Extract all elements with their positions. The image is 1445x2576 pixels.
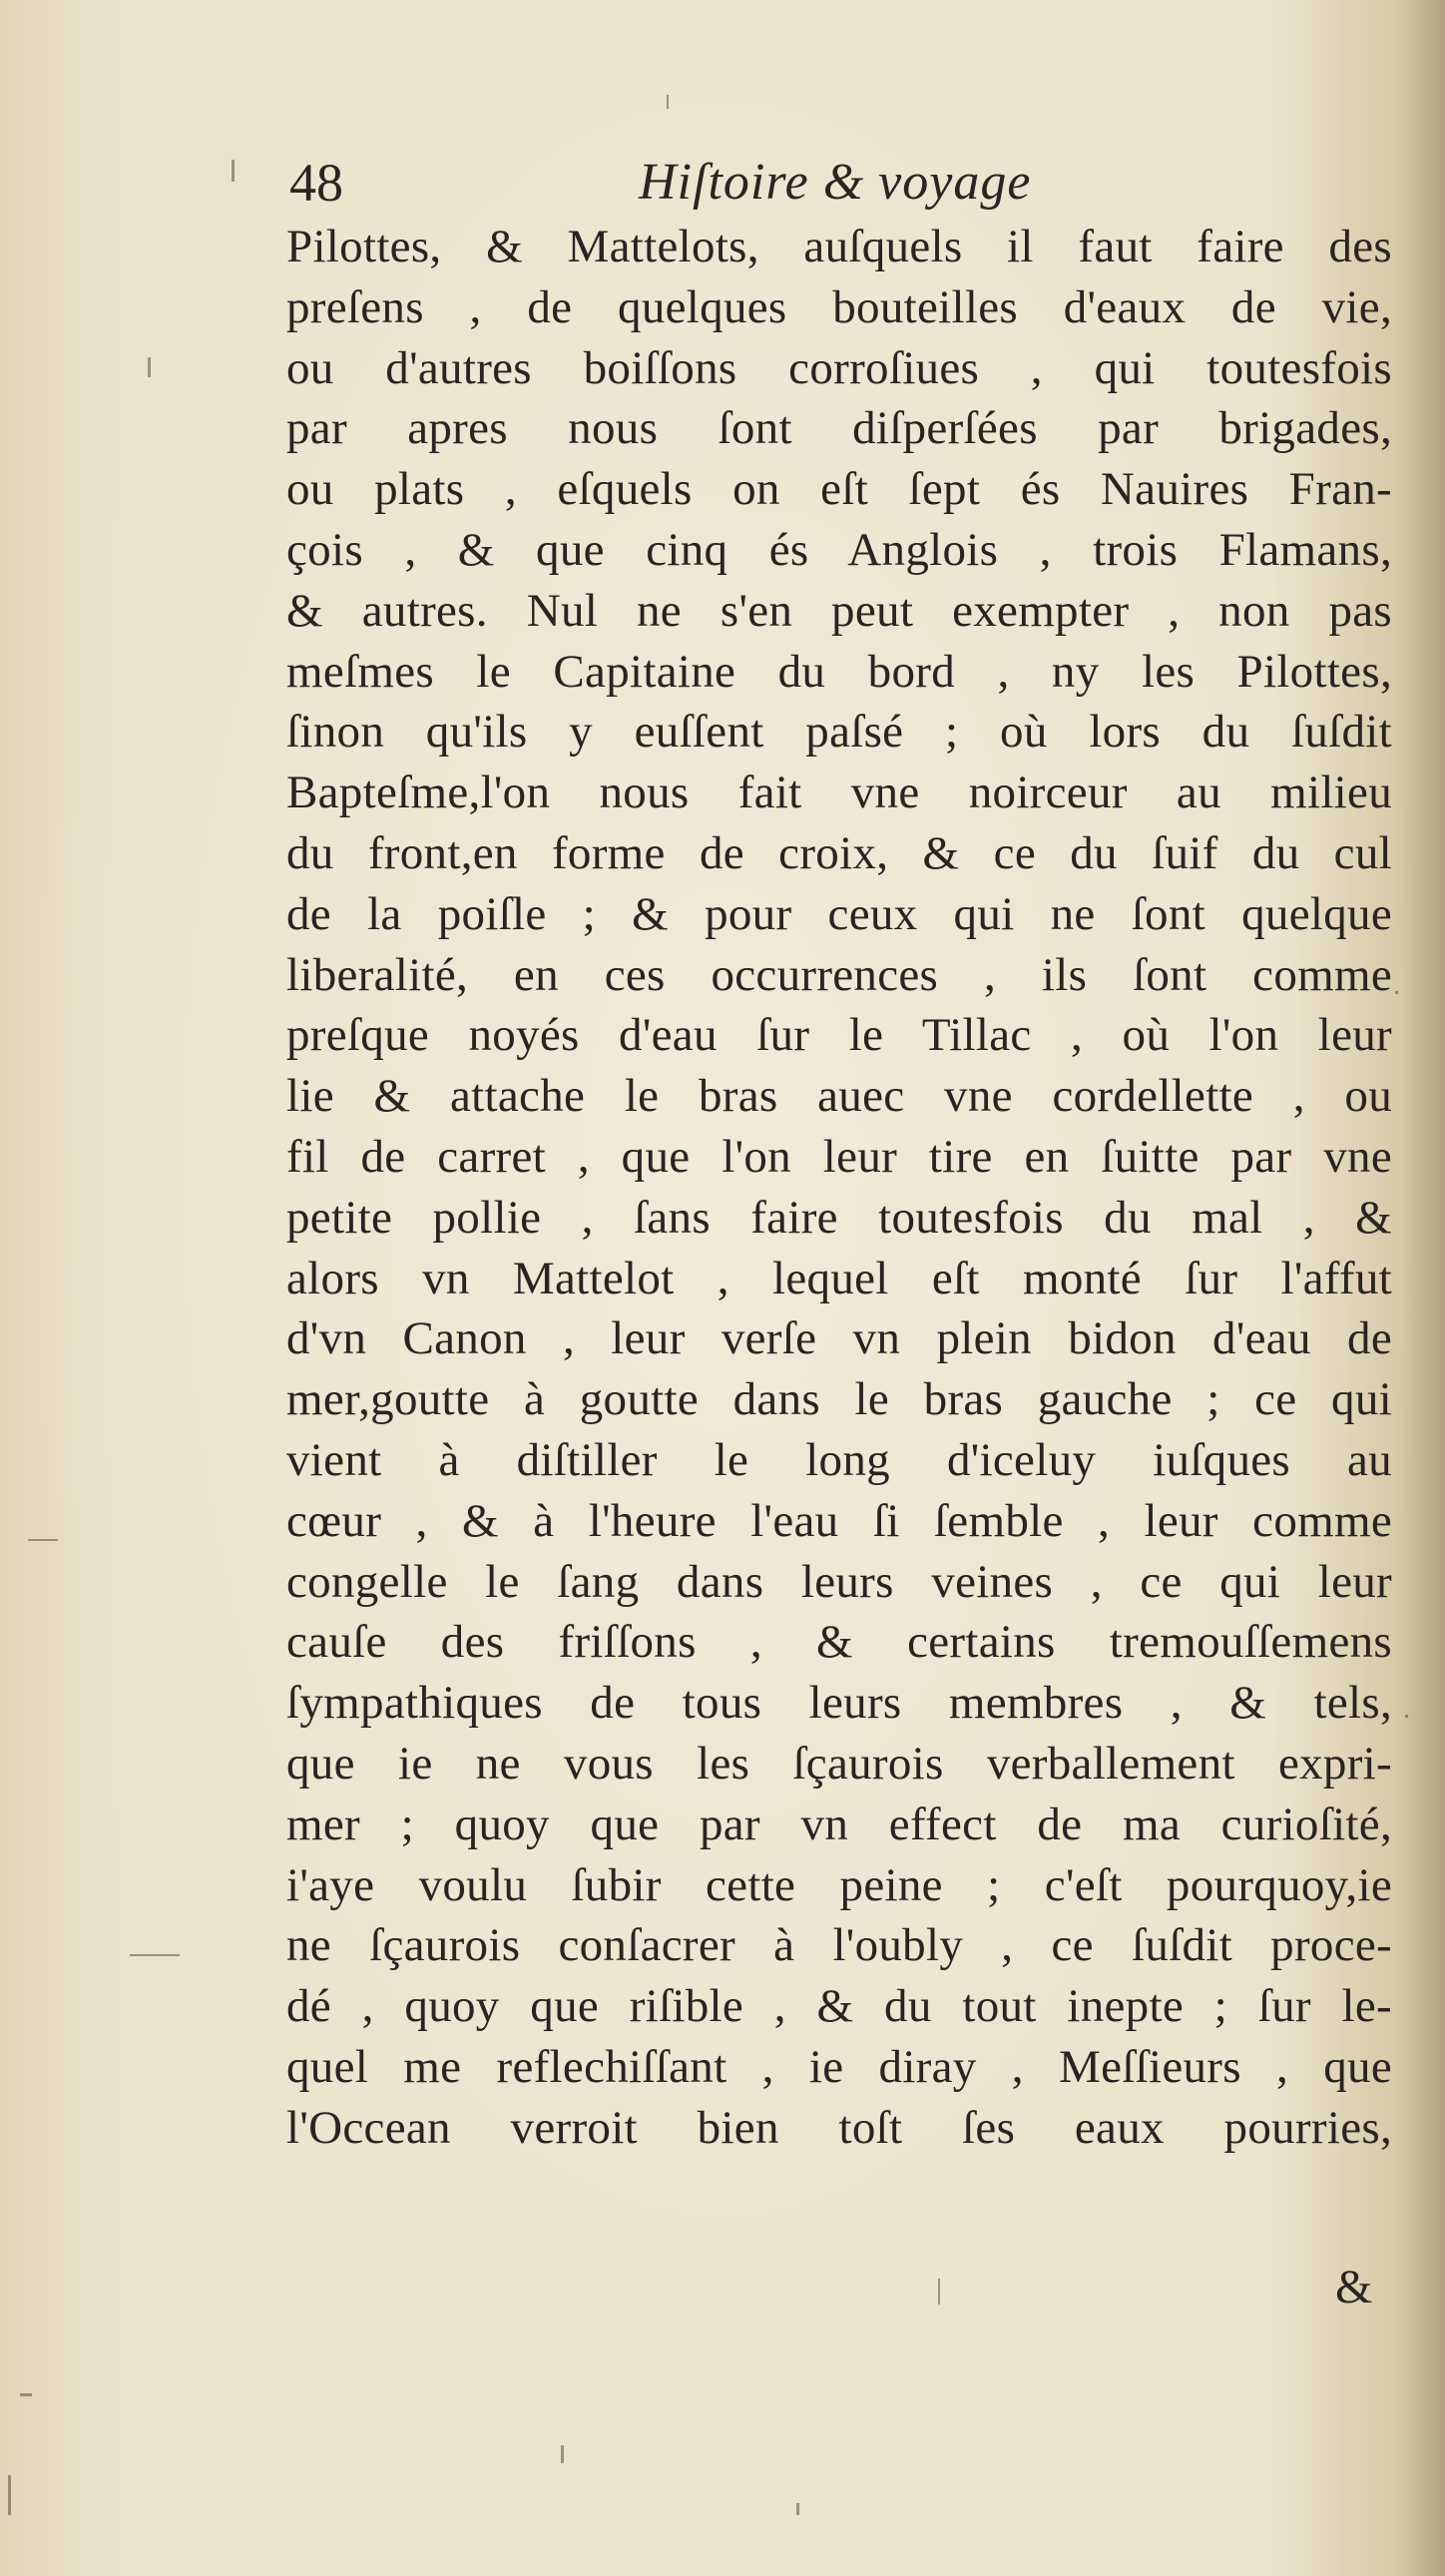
ink-speck [148,357,151,377]
ink-speck [28,1539,58,1541]
ink-speck [20,2393,32,2396]
text-line: vient à diſtiller le long d'iceluy iuſques au [286,1433,1392,1486]
text-line: preſque noyés d'eau ſur le Tillac , où l'on leur [286,1009,1392,1062]
running-title: Hiſtoire & voyage [639,154,1032,211]
text-line: alors vn Mattelot , lequel eſt monté ſur l'affut [286,1252,1392,1304]
text-line: lie & attache le bras auec vne cordellette , ou [286,1070,1392,1123]
body-text [286,217,1392,2159]
text-line: petite pollie , ſans faire toutesfois du mal , & [286,1191,1392,1244]
ink-speck [561,2445,564,2463]
text-line: ou d'autres boiſſons corroſiues , qui toutesfois [286,341,1392,394]
text-line: de la poiſle ; & pour ceux qui ne ſont quelque [286,887,1392,940]
text-line: Bapteſme,l'on nous fait vne noirceur au milieu [286,767,1392,819]
text-line: fil de carret , que l'on leur tire en ſuitte par vne [286,1130,1392,1183]
ink-speck [796,2503,799,2515]
ink-speck [1405,1715,1408,1718]
ink-speck [1395,991,1398,994]
text-line: & autres. Nul ne s'en peut exempter , non pas [286,584,1392,637]
text-line: meſmes le Capitaine du bord , ny les Pilottes, [286,645,1392,698]
text-line: congelle le ſang dans leurs veines , ce qui leur [286,1555,1392,1608]
text-line: Pilottes, & Mattelots, auſquels il faut faire des [286,221,1392,272]
text-line: d'vn Canon , leur verſe vn plein bidon d'eau de [286,1312,1392,1365]
ink-speck [938,2279,940,2305]
page-header [289,148,1088,218]
text-line: ſinon qu'ils y euſſent paſsé ; où lors du ſuſdit [286,706,1392,759]
text-line: du front,en forme de croix, & ce du ſuif du cul [286,826,1392,879]
text-line: mer ; quoy que par vn effect de ma curioſité, [286,1798,1392,1850]
text-line: ou plats , eſquels on eſt ſept és Nauires Fran- [286,463,1392,516]
text-line: ſympathiques de tous leurs membres , & tels, [286,1677,1392,1730]
text-line: cœur , & à l'heure l'eau ſi ſemble , leur comme [286,1494,1392,1547]
text-line: cauſe des friſſons , & certains tremouſſemens [286,1616,1392,1669]
catchword: & [1335,2261,1373,2314]
ink-speck [130,1954,180,1956]
page-edge-shadow [1399,0,1445,2576]
page-number: 48 [289,153,343,213]
text-line: i'aye voulu ſubir cette peine ; c'eſt pourquoy,ie [286,1858,1392,1911]
ink-speck [667,95,669,109]
text-line: l'Occean verroit bien toſt ſes eaux pourries, [286,2101,1392,2154]
text-line: dé , quoy que riſible , & du tout inepte ; ſur le- [286,1980,1392,2033]
text-line: preſens , de quelques bouteilles d'eaux de vie, [286,280,1392,333]
text-line: liberalité, en ces occurrences , ils ſont comme [286,948,1392,1001]
text-line: par apres nous ſont diſperſées par brigades, [286,402,1392,455]
text-line: mer,goutte à goutte dans le bras gauche ; ce qui [286,1373,1392,1426]
text-line: que ie ne vous les ſçaurois verballement expri- [286,1737,1392,1790]
text-line: quel me reflechiſſant , ie diray , Meſſieurs , que [286,2040,1392,2093]
ink-speck [232,160,235,182]
ink-speck [8,2475,11,2515]
text-line: çois , & que cinq és Anglois , trois Flamans, [286,523,1392,576]
text-line: ne ſçaurois conſacrer à l'oubly , ce ſuſdit proce- [286,1919,1392,1972]
